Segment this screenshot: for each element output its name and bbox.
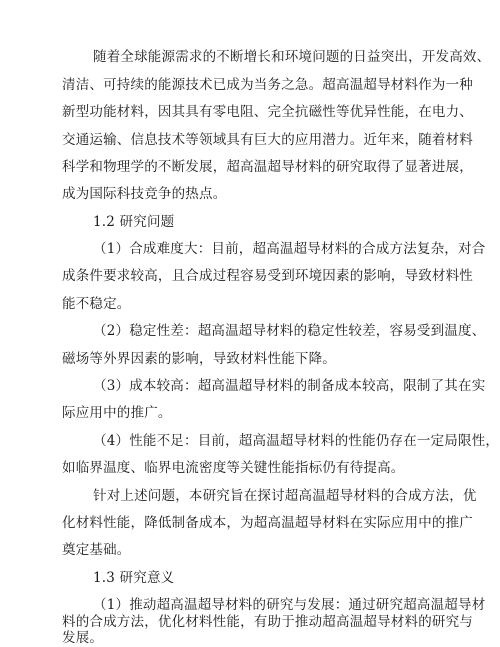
intro-line-3: 新型功能材料，因其具有零电阻、完全抗磁性等优异性能，在电力、 bbox=[62, 104, 473, 120]
significance-1-line-2: 料的合成方法，优化材料性能，有助于推动超高温超导材料的研究与 bbox=[62, 614, 473, 630]
summary-line-3: 奠定基础。 bbox=[62, 542, 131, 558]
section-heading-1-2: 1.2 研究问题 bbox=[93, 214, 175, 230]
intro-line-2: 清洁、可持续的能源技术已成为当务之急。超高温超导材料作为一种 bbox=[62, 77, 473, 93]
problem-1-line-2: 成条件要求较高，且合成过程容易受到环境因素的影响，导致材料性 bbox=[62, 268, 473, 284]
problem-4-line-1: （4）性能不足：目前，超高温超导材料的性能仍存在一定局限性， bbox=[93, 433, 500, 449]
problem-4-line-2: 如临界温度、临界电流密度等关键性能指标仍有待提高。 bbox=[62, 460, 405, 476]
significance-1-line-3: 发展。 bbox=[62, 630, 104, 646]
problem-2-line-2: 磁场等外界因素的影响，导致材料性能下降。 bbox=[62, 351, 336, 367]
intro-line-4: 交通运输、信息技术等领域具有巨大的应用潜力。近年来，随着材料 bbox=[62, 132, 473, 148]
summary-line-2: 化材料性能，降低制备成本，为超高温超导材料在实际应用中的推广 bbox=[62, 515, 473, 531]
summary-line-1: 针对上述问题，本研究旨在探讨超高温超导材料的合成方法，优 bbox=[93, 488, 477, 504]
significance-1-line-1: （1）推动超高温超导材料的研究与发展：通过研究超高温超导材 bbox=[93, 597, 486, 613]
section-heading-1-3: 1.3 研究意义 bbox=[93, 570, 175, 586]
intro-line-5: 科学和物理学的不断发展，超高温超导材料的研究取得了显著进展， bbox=[62, 159, 473, 175]
problem-1-line-1: （1）合成难度大：目前，超高温超导材料的合成方法复杂，对合 bbox=[93, 241, 486, 257]
problem-3-line-1: （3）成本较高：超高温超导材料的制备成本较高，限制了其在实 bbox=[93, 378, 486, 394]
problem-2-line-1: （2）稳定性差：超高温超导材料的稳定性较差，容易受到温度、 bbox=[93, 323, 486, 339]
intro-line-6: 成为国际科技竞争的热点。 bbox=[62, 186, 227, 202]
problem-3-line-2: 际应用中的推广。 bbox=[62, 405, 172, 421]
problem-1-line-3: 能不稳定。 bbox=[62, 296, 131, 312]
intro-line-1: 随着全球能源需求的不断增长和环境问题的日益突出，开发高效、 bbox=[93, 49, 491, 65]
